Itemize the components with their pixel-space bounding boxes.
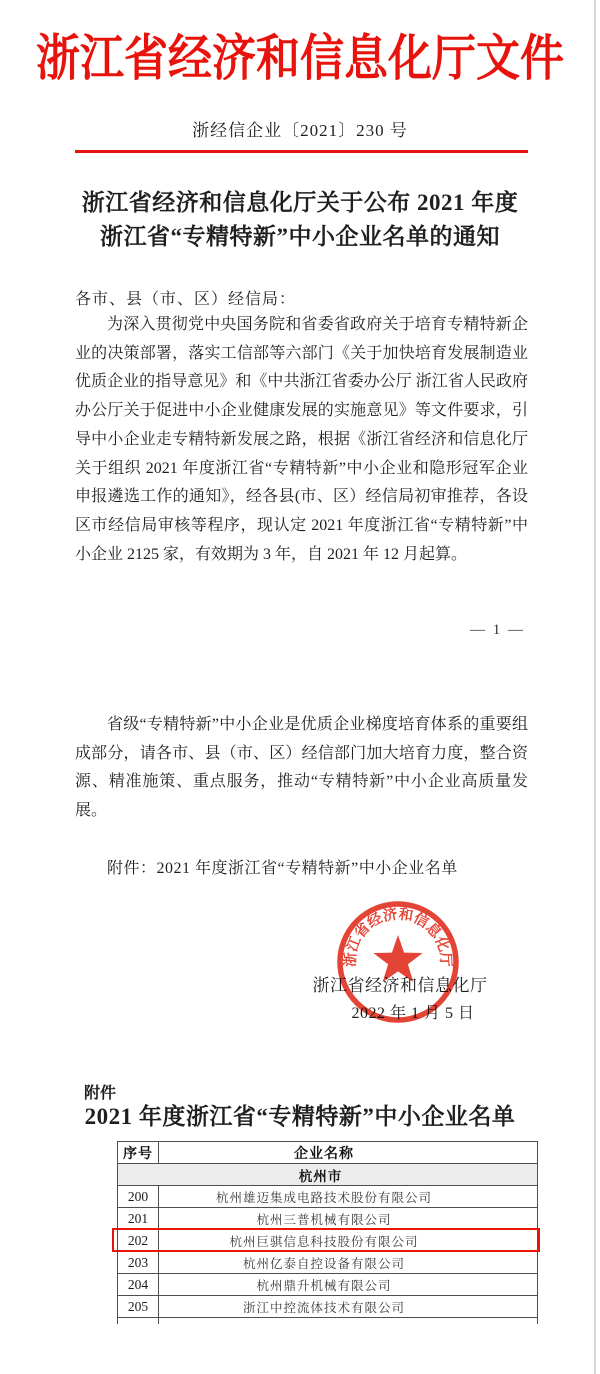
table-header-row bbox=[117, 1142, 538, 1164]
body-paragraph-1: 为深入贯彻党中央国务院和省委省政府关于培育专精特新企业的决策部署，落实工信部等六部门《关于加快培育发展制造业优质企业的指导意见》和《中共浙江省委办公厅 浙江省人民政府办公厅关于促进中小企业健康发展的实施意见》等文件要求，引导中小企业走专精特新发展之路，根据《浙江省经济和信息化厅关于组织 2021 年度浙江省“专精特新”中小企业和隐形冠军企业申报遴选工作的通知》，经各县(市、区）经信局初审推荐，各设区市经信局审核等程序，现认定 2021 年度浙江省“专精特新”中小企业 2125 家，有效期为 3 年，自 2021 年 12 月起算。 bbox=[75, 316, 528, 563]
red-separator bbox=[75, 150, 528, 153]
row-number: 203 bbox=[118, 1252, 159, 1273]
company-name: 浙江中控流体技术有限公司 bbox=[242, 1300, 405, 1315]
table-row bbox=[117, 1230, 538, 1252]
row-number: 205 bbox=[118, 1296, 159, 1317]
official-seal bbox=[333, 897, 463, 1027]
row-number: 201 bbox=[118, 1208, 159, 1229]
table-row bbox=[117, 1186, 538, 1208]
table-header-no: 序号 bbox=[118, 1142, 159, 1163]
page-number: — 1 — bbox=[470, 622, 525, 638]
star-icon bbox=[373, 935, 422, 982]
attachment-table-title: 2021 年度浙江省“专精特新”中小企业名单 bbox=[84, 1104, 516, 1129]
table-partial-row bbox=[117, 1318, 538, 1324]
table-row bbox=[117, 1296, 538, 1318]
company-name: 杭州三普机械有限公司 bbox=[256, 1212, 392, 1227]
issue-date: 2022 年 1 月 5 日 bbox=[351, 1005, 475, 1022]
company-name: 杭州巨骐信息科技股份有限公司 bbox=[229, 1234, 419, 1249]
document-title-line2: 浙江省“专精特新”中小企业名单的通知 bbox=[100, 224, 500, 249]
table-row bbox=[117, 1252, 538, 1274]
row-number: 204 bbox=[118, 1274, 159, 1295]
table-header-name: 企业名称 bbox=[294, 1144, 354, 1161]
page-right-edge bbox=[594, 0, 596, 1374]
table-row bbox=[117, 1274, 538, 1296]
attachment-reference: 附件：2021 年度浙江省“专精特新”中小企业名单 bbox=[107, 860, 458, 877]
company-name: 杭州鼎升机械有限公司 bbox=[256, 1278, 392, 1293]
document-header-title: 浙江省经济和信息化厅文件 bbox=[36, 31, 564, 87]
doc-number: 浙经信企业〔2021〕230 号 bbox=[192, 121, 408, 140]
company-table-body bbox=[117, 1186, 538, 1318]
document-title-line1: 浙江省经济和信息化厅关于公布 2021 年度 bbox=[81, 190, 519, 215]
company-name: 杭州亿泰自控设备有限公司 bbox=[242, 1256, 405, 1271]
company-table bbox=[117, 1141, 538, 1324]
attachment-label: 附件 bbox=[84, 1085, 117, 1102]
addressee: 各市、县（市、区）经信局： bbox=[75, 291, 297, 308]
company-name: 杭州雄迈集成电路技术股份有限公司 bbox=[215, 1190, 432, 1205]
body-paragraph-2: 省级“专精特新”中小企业是优质企业梯度培育体系的重要组成部分，请各市、县（市、区）经信部门加大培育力度，整合资源、精准施策、重点服务，推动“专精特新”中小企业高质量发展。 bbox=[75, 716, 528, 820]
table-row bbox=[117, 1208, 538, 1230]
city-group-row: 杭州市 bbox=[117, 1164, 538, 1186]
row-number: 202 bbox=[118, 1230, 159, 1251]
issuer-signature: 浙江省经济和信息化厅 bbox=[312, 976, 488, 995]
document-title bbox=[40, 186, 560, 254]
row-number: 200 bbox=[118, 1186, 159, 1207]
seal-arc-text: 浙江省经济和信息化厅 bbox=[342, 906, 454, 968]
